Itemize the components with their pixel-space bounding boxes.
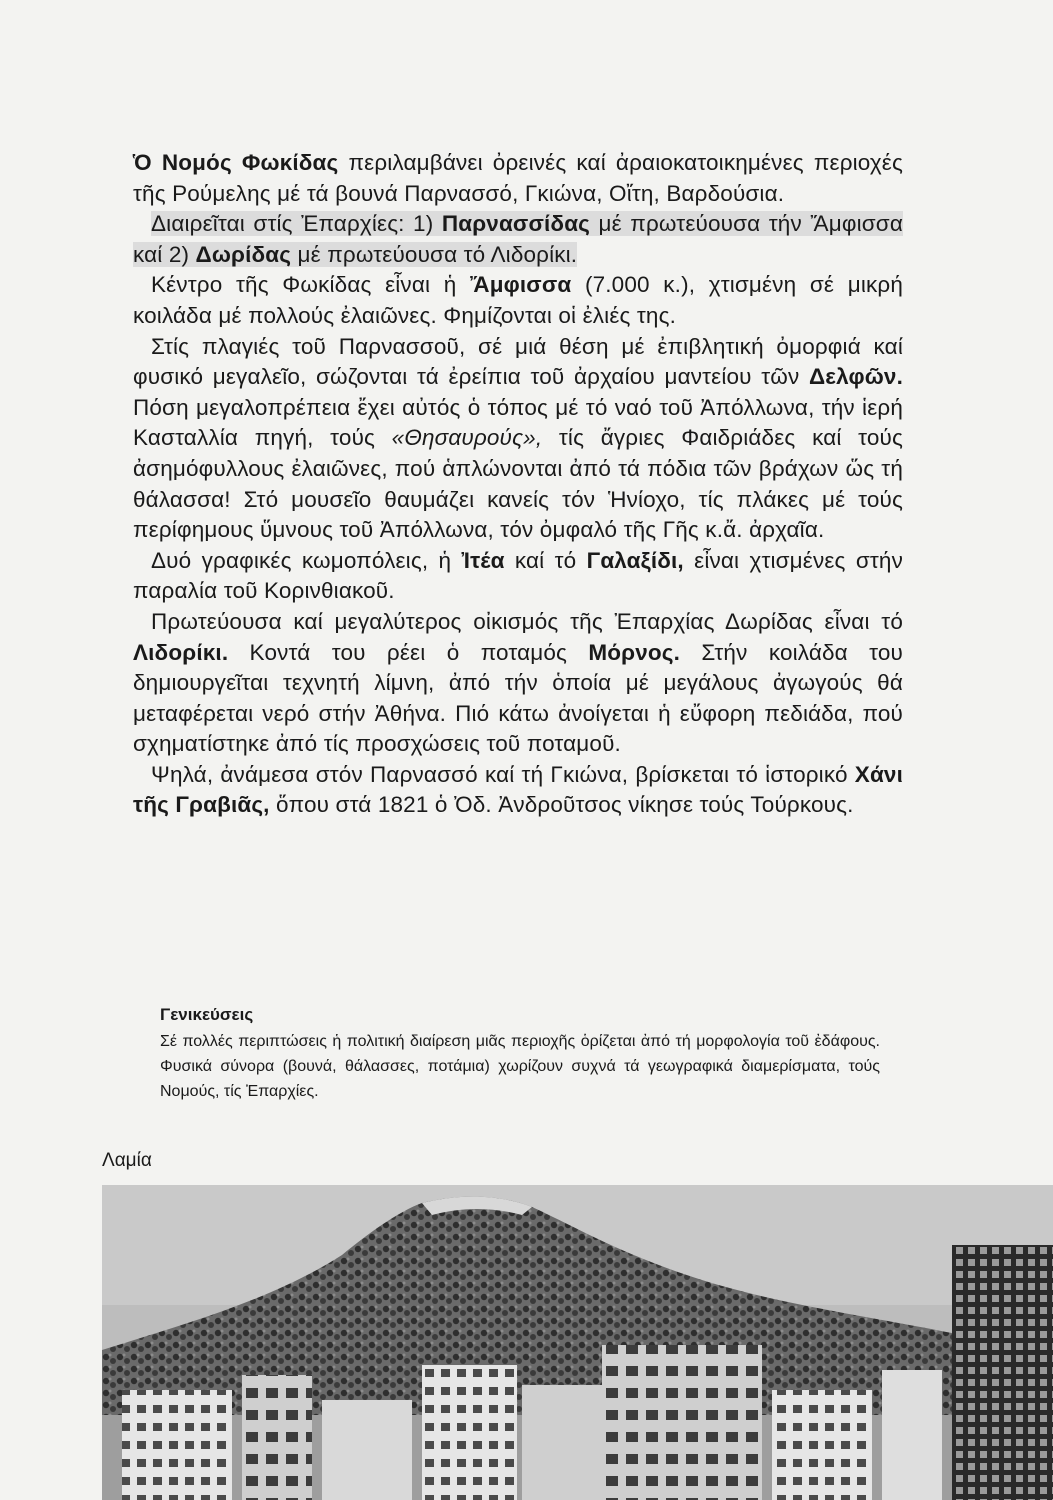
paragraph-amfissa (133, 270, 903, 331)
text: Διαιρεῖται στίς Ἐπαρχίες: 1) (151, 211, 442, 237)
term-parnassidas: Παρνασσίδας (441, 211, 591, 237)
tall-building (952, 1245, 1053, 1500)
text: Κοντά του ρέει ὁ ποταμός (228, 639, 589, 665)
generalizations-body: Σέ πολλές περιπτώσεις ἡ πολιτική διαίρεση μιᾶς περιοχῆς ὁρίζεται ἀπό τή μορφολογία τοῦ ἐδάφους. Φυσικά σύνορα (βουνά, θάλασσες, ποτάμια) χωρίζουν συχνά τά γεωγραφικά διαμερίσματα, τούς Νομούς, τίς Ἐπαρχίες. (160, 1033, 880, 1100)
term-mornos: Μόρνος. (588, 639, 681, 665)
paragraph-itea-galaxidi (133, 546, 903, 607)
text: μέ πρωτεύουσα τό Λιδορίκι. (291, 241, 578, 267)
building (122, 1390, 232, 1500)
term-amfissa: Ἄμφισσα (470, 272, 572, 298)
paragraph-fokida-intro (133, 148, 903, 209)
text: Πόση μεγαλοπρέπεια ἔχει αὐτός ὁ τόπος μέ τό ναό τοῦ Ἀπόλλωνα, τήν ἱερή Κασταλλία πηγή, τούς (133, 394, 903, 451)
lamia-photo-drawing (102, 1185, 1053, 1500)
text: ὅπου στά 1821 ὁ Ὀδ. Ἀνδροῦτσος νίκησε τούς Τούρκους. (269, 792, 854, 818)
term-itea: Ἰτέα (461, 547, 505, 573)
text: καί τό (504, 547, 587, 573)
text: Δυό γραφικές κωμοπόλεις, ἡ (151, 547, 462, 573)
main-text (133, 148, 903, 821)
paragraph-gravia (133, 760, 903, 821)
term-xani-gravias: Χάνι τῆς Γραβιᾶς, (133, 761, 903, 818)
paragraph-delphi (133, 332, 903, 546)
text: Πρωτεύουσα καί μεγαλύτερος οἰκισμός τῆς Ἐπαρχίας Δωρίδας εἶναι τό (151, 608, 903, 634)
photo-caption: Λαμία (102, 1150, 152, 1171)
paragraph-provinces (133, 209, 903, 270)
term-galaxidi: Γαλαξίδι, (586, 547, 684, 573)
lamia-photo (102, 1185, 1053, 1500)
text: Στήν κοιλάδα του δημιουργεῖται τεχνητή λίμνη, ἀπό τήν ὁποία μέ μεγάλους ἀγωγούς θά μεταφέρεται νερό στήν Ἀθήνα. Πιό κάτω ἀνοίγεται ἡ εὔφορη πεδιάδα, πού σχηματίστηκε ἀπό τίς προσχώσεις τοῦ ποταμοῦ. (133, 639, 903, 757)
generalizations-title: Γενικεύσεις (160, 1005, 254, 1024)
highlighted-provinces (133, 211, 903, 267)
building (602, 1345, 762, 1500)
text: εἶναι χτισμένες στήν παραλία τοῦ Κορινθιακοῦ. (133, 547, 903, 604)
building (882, 1370, 942, 1500)
term-lidoriki: Λιδορίκι. (133, 639, 229, 665)
text: Κέντρο τῆς Φωκίδας εἶναι ἡ (151, 272, 471, 298)
term-nomos-fokidas: Ὁ Νομός Φωκίδας (133, 150, 339, 175)
text: περιλαμβάνει ὀρεινές καί ἀραιοκατοικημένες περιοχές τῆς Ρούμελης μέ τά βουνά Παρνασσό, Γκιώνα, Οἴτη, Βαρδούσια. (133, 150, 903, 206)
generalizations-box (160, 1002, 880, 1104)
building (322, 1400, 412, 1500)
text: μέ πρωτεύουσα τήν Ἄμφισσα καί 2) (133, 211, 903, 267)
text: τίς ἄγριες Φαιδριάδες καί τούς ἀσημόφυλλους ἐλαιῶνες, πού ἁπλώνονται ἀπό τά πόδια τῶν βράχων ὥς τή θάλασσα! Στό μουσεῖο θαυμάζει κανείς τόν Ἡνίοχο, τίς πλάκες μέ τούς περίφημους ὕμνους τοῦ Ἀπόλλωνα, τόν ὀμφαλό τῆς Γῆς κ.ἄ. ἀρχαῖα. (133, 425, 903, 543)
term-delfon: Δελφῶν. (808, 364, 903, 390)
text: (7.000 κ.), χτισμένη σέ μικρή κοιλάδα μέ πολλούς ἐλαιῶνες. Φημίζονται οἱ ἐλιές της. (133, 272, 903, 328)
building (422, 1365, 517, 1500)
paragraph-lidoriki (133, 607, 903, 760)
text: Στίς πλαγιές τοῦ Παρνασσοῦ, σέ μιά θέση μέ ἐπιβλητική ὀμορφιά καί φυσικό μεγαλεῖο, σώζονται τά ἐρείπια τοῦ ἀρχαίου μαντείου τῶν (133, 333, 903, 390)
building (522, 1385, 602, 1500)
term-doridas: Δωρίδας (195, 241, 292, 267)
text: Ψηλά, ἀνάμεσα στόν Παρνασσό καί τή Γκιώνα, βρίσκεται τό ἱστορικό (151, 761, 855, 787)
term-thisavroi: «Θησαυρούς», (391, 425, 543, 451)
building (242, 1375, 312, 1500)
building (772, 1390, 872, 1500)
